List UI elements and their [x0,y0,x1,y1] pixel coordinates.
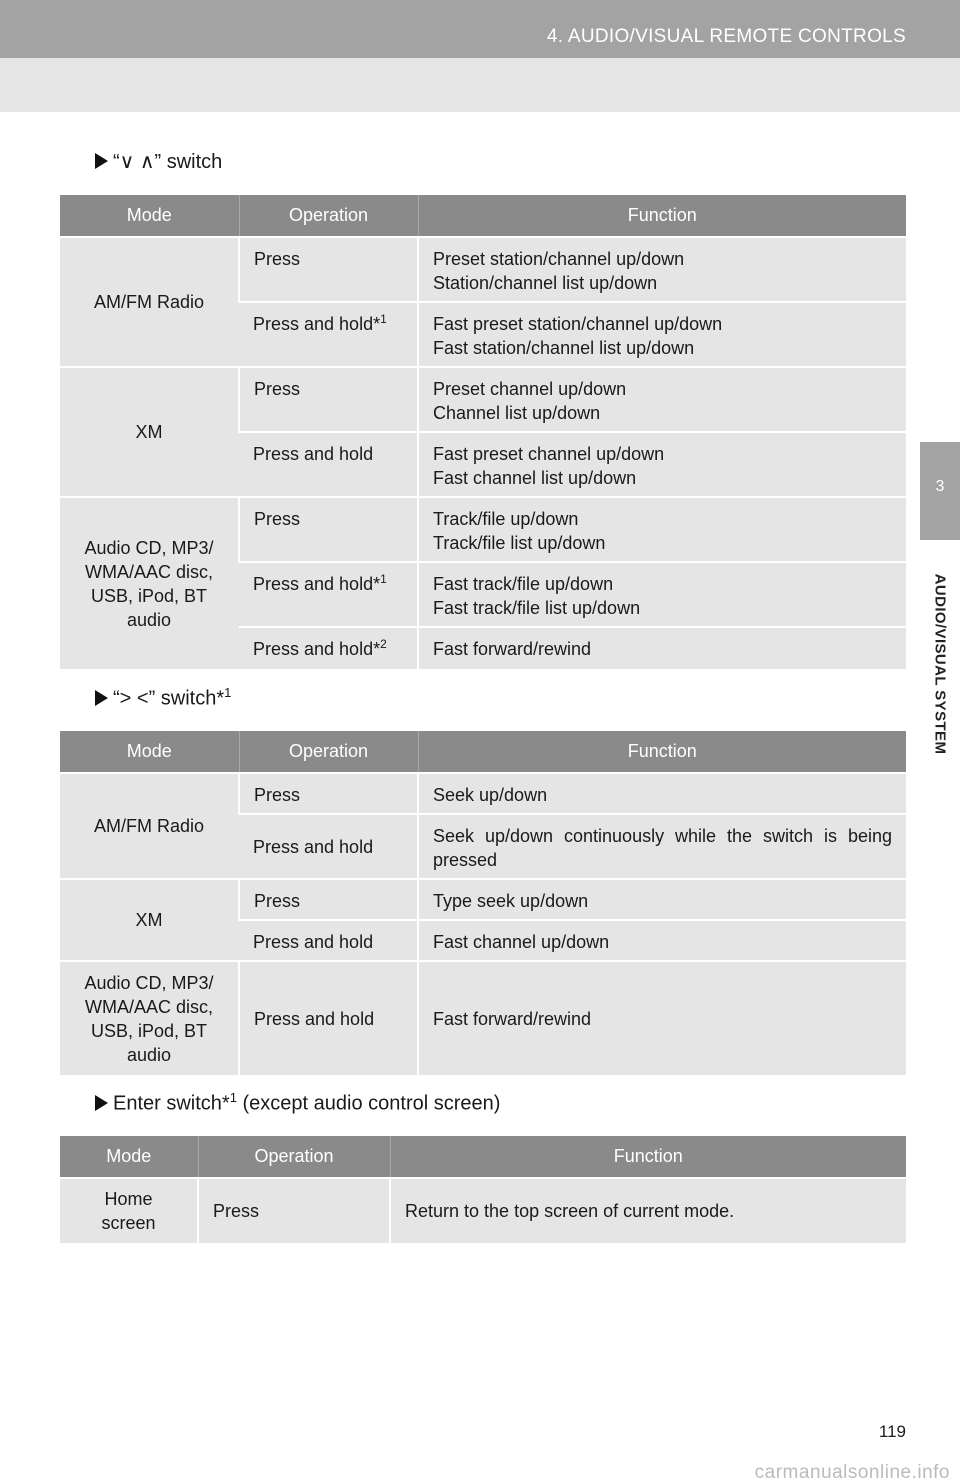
column-header-operation: Operation [239,195,418,237]
column-header-function: Function [418,195,906,237]
operation-cell: Press and hold [239,432,418,497]
mode-cell: XM [60,367,239,497]
table-row [60,879,906,920]
function-cell: Fast track/file up/down Fast track/file list up/down [418,562,906,627]
function-cell: Fast forward/rewind [418,961,906,1075]
operation-cell: Press [239,773,418,814]
table-row [60,1178,906,1243]
operation-cell: Press and hold*$^1$ [239,562,418,627]
section-heading-text: “> <” switch* [113,687,225,710]
table-row [60,237,906,302]
watermark-text: carmanualsonline.info [754,1462,950,1483]
page-number: 119 [878,1422,906,1441]
operation-cell: Press [239,367,418,432]
function-cell: Seek up/down [418,773,906,814]
function-cell: Fast forward/rewind [418,627,906,669]
mode-cell: Audio CD, MP3/ WMA/AAC disc, USB, iPod, BT audio [60,961,239,1075]
column-header-mode: Mode [60,1136,198,1178]
triangle-bullet-icon [95,1095,108,1111]
operation-cell: Press [239,237,418,302]
column-header-operation: Operation [239,731,418,773]
triangle-bullet-icon [95,153,108,169]
column-header-function: Function [390,1136,906,1178]
table-row [60,497,906,562]
operation-cell: Press and hold*$^2$ [239,627,418,669]
column-header-mode: Mode [60,731,239,773]
operation-cell: Press [239,497,418,562]
section-heading-up-down-switch [95,149,222,174]
function-cell: Fast channel up/down [418,920,906,961]
mode-cell: AM/FM Radio [60,773,239,879]
table-row [60,773,906,814]
operation-cell: Press [239,879,418,920]
side-chapter-number: 3 [935,478,945,495]
table-header-row [60,731,906,773]
mode-cell: AM/FM Radio [60,237,239,367]
function-cell: Seek up/down continuously while the switch is being pressed [418,814,906,879]
operation-cell: Press and hold [239,814,418,879]
table-header-row [60,195,906,237]
function-cell: Preset station/channel up/down Station/channel list up/down [418,237,906,302]
section-heading-enter-switch: Enter switch*$^1$ (except audio control screen) [95,1090,500,1116]
function-cell: Fast preset channel up/down Fast channel list up/down [418,432,906,497]
table-seek-switch [60,731,906,1075]
column-header-operation: Operation [198,1136,390,1178]
operation-cell: Press and hold [239,920,418,961]
column-header-function: Function [418,731,906,773]
section-heading-text: “∨ ∧” switch [113,151,223,173]
mode-cell: Audio CD, MP3/ WMA/AAC disc, USB, iPod, BT audio [60,497,239,669]
mode-cell: XM [60,879,239,961]
table-row [60,961,906,1075]
function-cell: Preset channel up/down Channel list up/down [418,367,906,432]
function-cell: Fast preset station/channel up/down Fast station/channel list up/down [418,302,906,367]
column-header-mode: Mode [60,195,239,237]
side-chapter-label: AUDIO/VISUAL SYSTEM [931,573,949,755]
table-header-row [60,1136,906,1178]
operation-cell: Press and hold [239,961,418,1075]
operation-cell: Press and hold*$^1$ [239,302,418,367]
page-header-band [0,58,960,112]
table-row [60,367,906,432]
mode-cell: Home screen [60,1178,198,1243]
triangle-bullet-icon [95,690,108,706]
table-enter-switch [60,1136,906,1243]
operation-cell: Press [198,1178,390,1243]
table-up-down-switch [60,195,906,669]
section-heading-seek-switch: “> <” switch*$^1$ [95,685,231,711]
function-cell: Return to the top screen of current mode. [390,1178,906,1243]
chapter-title: 4. AUDIO/VISUAL REMOTE CONTROLS [546,26,906,47]
section-heading-text: Enter switch* [113,1092,230,1115]
function-cell: Track/file up/down Track/file list up/down [418,497,906,562]
function-cell: Type seek up/down [418,879,906,920]
